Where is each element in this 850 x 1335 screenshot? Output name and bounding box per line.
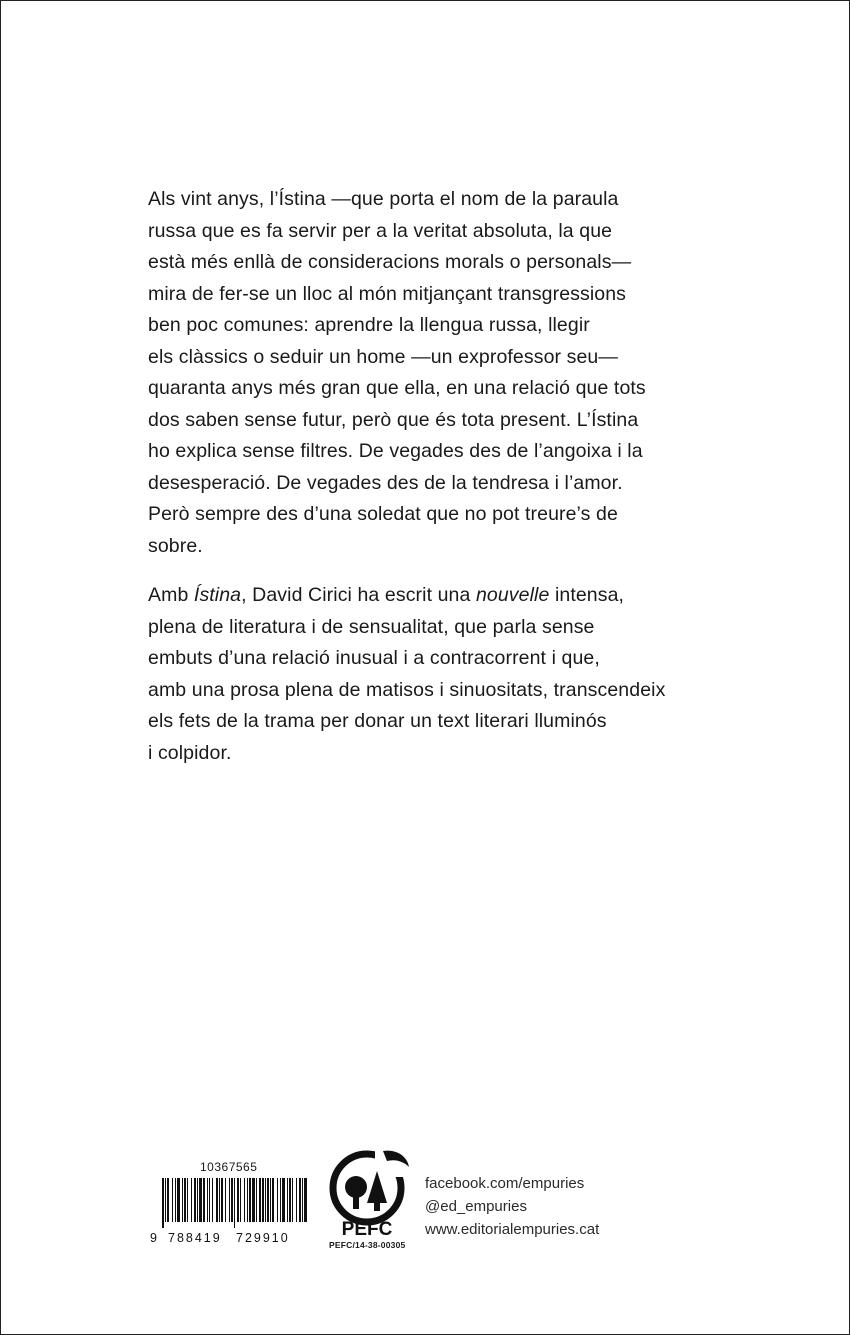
barcode-bar: [259, 1178, 261, 1222]
barcode-bar: [262, 1178, 264, 1222]
blurb-line: amb una prosa plena de matisos i sinuositats, transcendeix: [148, 678, 666, 701]
pefc-logo: [325, 1145, 415, 1255]
barcode-bar: [216, 1178, 218, 1222]
barcode-bar: [252, 1178, 255, 1222]
barcode-bar: [229, 1178, 230, 1222]
barcode-bar: [280, 1178, 281, 1222]
barcode-bar: [267, 1178, 269, 1222]
barcode-bar: [225, 1178, 226, 1222]
barcode-bar: [247, 1178, 248, 1222]
barcode-bar: [165, 1178, 166, 1222]
blurb-line: els fets de la trama per donar un text literari lluminós: [148, 710, 607, 732]
barcode-bar: [272, 1178, 274, 1222]
blurb-line: Però sempre des d’una soledat que no pot treure’s de: [148, 503, 618, 525]
blurb-line: russa que es fa servir per a la veritat absoluta, la que: [148, 219, 613, 242]
barcode-bar: [162, 1178, 164, 1228]
back-cover-blurb: [148, 184, 728, 769]
barcode-bar: [184, 1178, 186, 1222]
barcode-code-top: 10367565: [200, 1160, 258, 1174]
nouvelle-italic: nouvelle: [475, 584, 550, 606]
barcode-bar: [304, 1178, 307, 1222]
barcode-bar: [221, 1178, 223, 1222]
blurb-line: sobre.: [148, 534, 203, 557]
pefc-label: PEFC: [341, 1219, 393, 1240]
barcode-bar: [234, 1178, 235, 1228]
barcode-bar: [231, 1178, 233, 1222]
barcode-graphic: [148, 1178, 313, 1245]
barcode-bar: [172, 1178, 173, 1222]
barcode-bar: [282, 1178, 285, 1222]
blurb-line: Als vint anys, l’Ístina —que porta el nom de la paraula: [148, 188, 619, 210]
publisher-links: [425, 1172, 599, 1241]
barcode-bar: [270, 1178, 271, 1222]
barcode-bar: [197, 1178, 198, 1222]
blurb-line: està més enllà de consideracions morals o personals—: [148, 251, 632, 273]
isbn-barcode: [148, 1160, 313, 1245]
isbn-digits-left: 788419: [168, 1231, 222, 1245]
blurb-line: els clàssics o seduir un home —un exprofessor seu—: [148, 345, 618, 368]
barcode-bar: [299, 1178, 301, 1222]
barcode-bar: [199, 1178, 202, 1222]
barcode-bar: [194, 1178, 196, 1222]
barcode-bar: [289, 1178, 291, 1222]
blurb-paragraph-1: [148, 184, 728, 562]
barcode-bar: [256, 1178, 257, 1222]
barcode-bar: [237, 1178, 239, 1222]
barcode-bar: [187, 1178, 188, 1222]
book-title-italic: Ístina: [193, 584, 242, 606]
barcode-bar: [249, 1178, 251, 1222]
barcode-bar: [167, 1178, 169, 1222]
isbn-digit-prefix: 9: [150, 1231, 157, 1245]
blurb-paragraph-2: [148, 580, 728, 769]
pefc-code: PEFC/14-38-00305: [329, 1240, 406, 1250]
blurb-line: ho explica sense filtres. De vegades des de l’angoixa i la: [148, 440, 643, 462]
blurb-text: Amb: [148, 584, 194, 606]
twitter-handle: @ed_empuries: [425, 1198, 527, 1215]
barcode-bar: [177, 1178, 180, 1222]
barcode-bar: [292, 1178, 293, 1222]
barcode-bar: [296, 1178, 297, 1222]
blurb-line: i colpidor.: [148, 741, 232, 764]
barcode-bar: [240, 1178, 241, 1222]
facebook-link: facebook.com/empuries: [425, 1175, 585, 1192]
blurb-line: plena de literatura i de sensualitat, que parla sense: [148, 615, 595, 638]
barcode-bar: [277, 1178, 278, 1222]
blurb-line: dos saben sense futur, però que és tota present. L’Ístina: [148, 408, 639, 431]
barcode-bar: [302, 1178, 303, 1222]
barcode-bar: [182, 1178, 183, 1222]
isbn-digits-right: 729910: [236, 1231, 290, 1245]
barcode-bar: [287, 1178, 288, 1222]
barcode-bar: [191, 1178, 192, 1222]
blurb-line: ben poc comunes: aprendre la llengua russa, llegir: [148, 314, 590, 336]
blurb-line: embuts d’una relació inusual i a contracorrent i que,: [148, 647, 600, 669]
blurb-text: intensa,: [549, 584, 625, 606]
barcode-bar: [175, 1178, 176, 1222]
blurb-line: mira de fer-se un lloc al món mitjançant transgressions: [148, 282, 627, 305]
blurb-line: desesperació. De vegades des de la tendresa i l’amor.: [148, 471, 623, 494]
blurb-line: quaranta anys més gran que ella, en una relació que tots: [148, 377, 646, 399]
barcode-bar: [244, 1178, 245, 1222]
barcode-bar: [207, 1178, 208, 1222]
barcode-bar: [219, 1178, 220, 1222]
website-link: www.editorialempuries.cat: [425, 1221, 600, 1238]
blurb-text: , David Cirici ha escrit una: [241, 584, 476, 606]
barcode-bar: [203, 1178, 205, 1222]
barcode-bar: [265, 1178, 266, 1222]
barcode-bar: [212, 1178, 213, 1222]
barcode-bar: [209, 1178, 210, 1222]
